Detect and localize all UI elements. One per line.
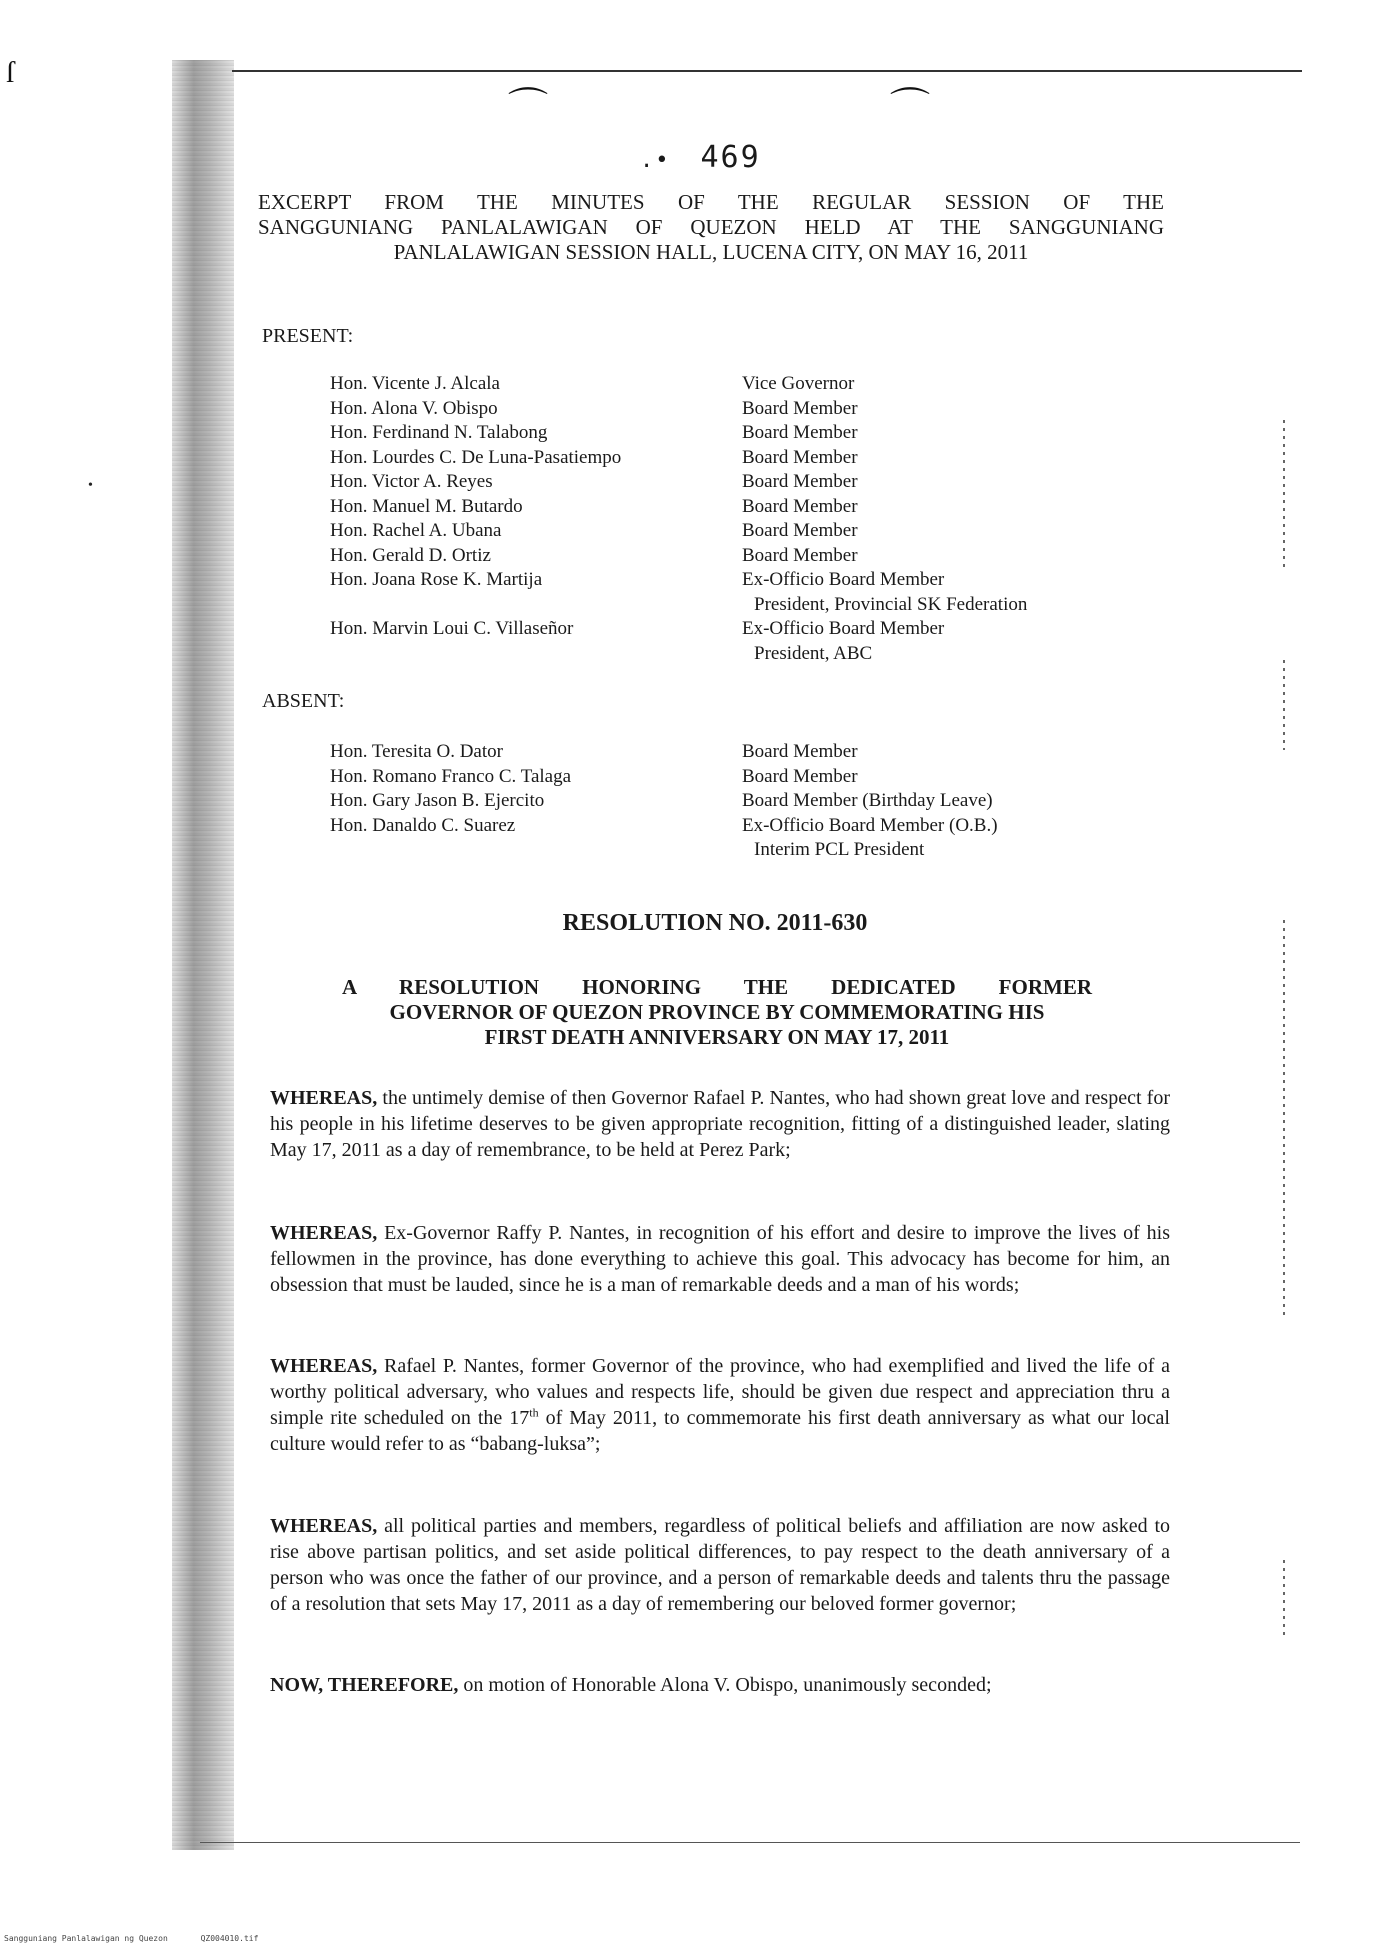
attendee-note: President, ABC [754, 642, 873, 664]
staple-mark-right: ⌒ [890, 85, 930, 130]
whereas-clause-4 [270, 1513, 1170, 1617]
attendee-row [330, 372, 1130, 397]
absentee-role: Board Member [742, 741, 858, 762]
absentee-name: Hon. Teresita O. Dator [330, 741, 503, 762]
attendee-role: Vice Governor [742, 373, 855, 394]
absentee-role: Board Member (Birthday Leave) [742, 790, 993, 811]
clause-text: all political parties and members, regardless of political beliefs and affiliation are now asked to rise above partisan politics, and set aside political differences, to pay respect to the death anniversary of a person who was once the father of our province, and a person of remarkable deeds and talents thru the passage of a resolution that sets May 17, 2011 as a day of remembering our beloved former governor; [270, 1515, 1170, 1615]
scan-tick-marks [1283, 1560, 1285, 1640]
corner-mark-left: ſ [6, 56, 15, 89]
attendee-name: Hon. Gerald D. Ortiz [330, 544, 491, 566]
scan-tick-marks [1283, 420, 1285, 570]
attendee-row [330, 519, 1130, 544]
attendee-row [330, 617, 1130, 666]
attendee-role: Board Member [742, 446, 858, 468]
header-line-2: SANGGUNIANG PANLALAWIGAN OF QUEZON HELD AT THE SANGGUNIANG [258, 215, 1164, 239]
attendee-role: Board Member [742, 495, 858, 517]
absentee-row [330, 765, 1130, 790]
attendee-role: Board Member [742, 471, 858, 492]
attendee-row [330, 544, 1130, 569]
absentee-role: Ex-Officio Board Member (O.B.) [742, 814, 998, 836]
clause-lead: NOW, THEREFORE, [270, 1674, 459, 1696]
absentee-row [330, 814, 1130, 863]
attendee-role-block [742, 568, 1130, 617]
absent-label: ABSENT: [262, 690, 345, 712]
attendee-role: Board Member [742, 544, 858, 566]
header-line-1: EXCERPT FROM THE MINUTES OF THE REGULAR SESSION OF THE [258, 190, 1164, 214]
resolution-title-line-1: A RESOLUTION HONORING THE DEDICATED FORMER [342, 975, 1092, 999]
top-border-line [232, 70, 1302, 72]
footer-caption-left: Sangguniang Panlalawigan ng Quezon [4, 1934, 168, 1943]
resolution-title-line-3: FIRST DEATH ANNIVERSARY ON MAY 17, 2011 [484, 1025, 950, 1049]
absentee-name: Hon. Gary Jason B. Ejercito [330, 790, 545, 811]
absent-roster [330, 740, 1130, 863]
attendee-name: Hon. Lourdes C. De Luna-Pasatiempo [330, 446, 622, 468]
attendee-name: Hon. Manuel M. Butardo [330, 495, 523, 517]
absentee-role: Board Member [742, 765, 858, 787]
attendee-row [330, 446, 1130, 471]
scan-tick-marks [1283, 920, 1285, 1320]
attendee-row [330, 568, 1130, 617]
clause-lead: WHEREAS, [270, 1222, 378, 1244]
attendee-role: Ex-Officio Board Member [742, 569, 945, 590]
attendee-role: Board Member [742, 397, 858, 419]
attendee-role-block [742, 617, 1130, 666]
attendee-role: Board Member [742, 422, 858, 443]
page-number [640, 140, 761, 175]
scan-tick-marks [1283, 660, 1285, 750]
clause-lead: WHEREAS, [270, 1087, 378, 1109]
whereas-clause-2 [270, 1220, 1170, 1298]
absentee-row [330, 789, 1130, 814]
scan-speck: .• [640, 148, 671, 173]
clause-text: Rafael P. Nantes, former Governor of the province, who had exemplified and lived the life of a worthy political adversary, who values and respects life, should be given due respect and appreciation thru a simple rite scheduled on the 17 [270, 1355, 1170, 1429]
clause-lead: WHEREAS, [270, 1515, 378, 1537]
attendee-row [330, 421, 1130, 446]
attendee-name: Hon. Victor A. Reyes [330, 471, 493, 492]
attendee-name: Hon. Rachel A. Ubana [330, 520, 502, 541]
stray-dot: • [88, 478, 93, 493]
clause-text: on motion of Honorable Alona V. Obispo, unanimously seconded; [458, 1674, 992, 1696]
absentee-row [330, 740, 1130, 765]
scan-footer-caption [4, 1934, 258, 1943]
footer-caption-right: QZ004010.tif [200, 1934, 259, 1943]
clause-text: the untimely demise of then Governor Rafael P. Nantes, who had shown great love and respect for his people in his lifetime deserves to be given appropriate recognition, fitting of a distinguished leader, slating May 17, 2011 as a day of remembrance, to be held at Perez Park; [270, 1087, 1170, 1161]
header-line-3: PANLALAWIGAN SESSION HALL, LUCENA CITY, ON MAY 16, 2011 [393, 240, 1029, 264]
attendee-role: Ex-Officio Board Member [742, 618, 945, 639]
whereas-clause-1 [270, 1085, 1170, 1163]
ordinal-suffix: th [529, 1405, 539, 1420]
clause-text: of May 2011, to commemorate his first death anniversary as what our local culture would refer to as “babang-luksa”; [270, 1407, 1170, 1455]
resolution-title [342, 975, 1092, 1050]
absentee-name: Hon. Danaldo C. Suarez [330, 814, 516, 836]
attendee-name: Hon. Joana Rose K. Martija [330, 569, 543, 590]
minutes-header [258, 190, 1164, 265]
absentee-note: Interim PCL President [754, 839, 925, 860]
page-number-value: 469 [700, 140, 761, 175]
absentee-role-block [742, 814, 1130, 863]
bottom-border-line [200, 1842, 1300, 1843]
attendee-row [330, 470, 1130, 495]
attendee-row [330, 495, 1130, 520]
attendee-name: Hon. Vicente J. Alcala [330, 373, 500, 394]
attendee-row [330, 397, 1130, 422]
present-roster [330, 372, 1130, 666]
clause-lead: WHEREAS, [270, 1355, 378, 1377]
absentee-name: Hon. Romano Franco C. Talaga [330, 765, 572, 787]
clause-text: Ex-Governor Raffy P. Nantes, in recognition of his effort and desire to improve the lives of his fellowmen in the province, has done everything to achieve this goal. This advocacy has become for him, an obsession that must be lauded, since he is a man of remarkable deeds and a man of his words; [270, 1222, 1170, 1296]
attendee-name: Hon. Ferdinand N. Talabong [330, 422, 548, 443]
present-label: PRESENT: [262, 325, 354, 347]
now-therefore-clause [270, 1672, 1170, 1698]
resolution-title-line-2: GOVERNOR OF QUEZON PROVINCE BY COMMEMORATING HIS [389, 1000, 1045, 1024]
staple-mark-left: ⌒ [508, 85, 548, 130]
attendee-role: Board Member [742, 520, 858, 541]
attendee-note: President, Provincial SK Federation [754, 593, 1028, 615]
attendee-name: Hon. Marvin Loui C. Villaseñor [330, 618, 574, 639]
scan-edge-shadow [172, 60, 234, 1850]
whereas-clause-3 [270, 1353, 1170, 1457]
attendee-name: Hon. Alona V. Obispo [330, 397, 498, 419]
resolution-number: RESOLUTION NO. 2011-630 [562, 910, 868, 936]
